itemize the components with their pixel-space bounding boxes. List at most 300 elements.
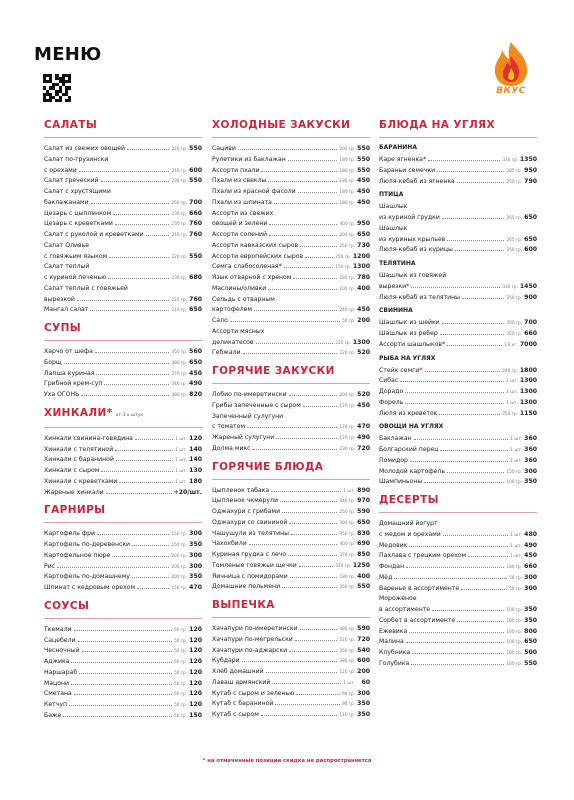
item-name: Помидор bbox=[379, 456, 408, 464]
menu-item bbox=[379, 616, 537, 627]
section-title-text: САЛАТЫ bbox=[44, 119, 98, 131]
item-name: Ассорти пхали bbox=[212, 166, 260, 174]
item-weight: 50 гр. bbox=[174, 648, 187, 654]
item-price: 1250 bbox=[352, 561, 370, 569]
menu-item bbox=[44, 540, 202, 551]
item-price: 950 bbox=[357, 220, 370, 228]
menu-item bbox=[212, 166, 370, 177]
item-weight: 240 гр. bbox=[171, 167, 187, 173]
item-price: 470 bbox=[357, 423, 370, 431]
item-weight: 1,8 кг. bbox=[503, 341, 518, 347]
item-price: 720 bbox=[357, 635, 370, 643]
item-weight: 1 шт. bbox=[510, 531, 522, 537]
item-weight: 50 гр. bbox=[174, 659, 187, 664]
dot-leader bbox=[271, 491, 341, 492]
item-name: Салат теплый с говяжьей bbox=[44, 284, 128, 292]
menu-item-list bbox=[379, 434, 537, 488]
item-weight: 50 гр. bbox=[174, 637, 187, 643]
dot-leader bbox=[242, 661, 338, 662]
dot-leader bbox=[261, 715, 338, 716]
menu-item bbox=[44, 187, 202, 198]
menu-item bbox=[44, 155, 202, 166]
item-price: 490 bbox=[357, 434, 370, 441]
item-price: 820 bbox=[189, 391, 202, 398]
menu-section bbox=[44, 322, 202, 401]
menu-item bbox=[44, 198, 202, 209]
dot-leader bbox=[268, 289, 337, 290]
menu-item bbox=[212, 710, 370, 721]
section-title-text: ГАРНИРЫ bbox=[44, 504, 106, 517]
menu-item bbox=[212, 144, 370, 155]
item-weight: 50 гр. bbox=[174, 669, 187, 675]
menu-item bbox=[379, 648, 537, 659]
dot-leader bbox=[106, 493, 172, 494]
menu-item bbox=[44, 583, 202, 594]
item-weight: 230 гр. bbox=[171, 210, 187, 216]
item-name: Домашние пельмени bbox=[212, 583, 281, 591]
item-price: 120 bbox=[189, 625, 202, 633]
item-weight: 150 гр. bbox=[506, 468, 522, 474]
item-price: 450 bbox=[357, 198, 370, 206]
item-name: Мацони bbox=[44, 679, 70, 687]
dot-leader bbox=[394, 578, 507, 579]
item-name: Хинкали с телятиной bbox=[44, 445, 114, 453]
dot-leader bbox=[289, 651, 337, 652]
menu-item bbox=[44, 252, 202, 263]
dot-leader bbox=[412, 653, 504, 654]
item-weight: 110 гр. bbox=[339, 712, 355, 717]
menu-item bbox=[44, 636, 202, 647]
item-weight: 170 гр. bbox=[339, 424, 355, 430]
item-weight: 370 гр. bbox=[171, 370, 187, 376]
item-weight: 180 гр. bbox=[339, 275, 355, 280]
footnote: * на отмеченные позиции скидка не распространяется bbox=[202, 758, 372, 764]
menu-item bbox=[212, 699, 370, 710]
item-weight: 250 гр. bbox=[335, 253, 351, 259]
menu-item bbox=[44, 166, 202, 177]
item-name: Баклажан bbox=[379, 435, 412, 443]
dot-leader bbox=[410, 461, 508, 462]
item-weight: 520 гр. bbox=[339, 636, 355, 642]
item-price: 450 bbox=[357, 401, 370, 409]
section-title-text: СОУСЫ bbox=[44, 599, 90, 612]
item-name: Сорбет в ассортименте bbox=[379, 616, 456, 624]
item-name: Кутаб с сыром bbox=[212, 711, 259, 718]
item-name: Хлеб домашний bbox=[212, 668, 264, 675]
menu-item bbox=[212, 176, 370, 187]
discount-exclusion-mark: * bbox=[278, 263, 282, 271]
item-name: Картофель фри bbox=[44, 530, 96, 538]
menu-item-list bbox=[212, 624, 370, 721]
menu-item bbox=[212, 689, 370, 700]
dot-leader bbox=[447, 472, 505, 473]
menu-item bbox=[44, 646, 202, 657]
dot-leader bbox=[284, 267, 334, 268]
item-name: Цезарь с цыпленком bbox=[44, 209, 112, 217]
item-name: Лобио по-имеретински bbox=[212, 391, 287, 398]
item-price: 500 bbox=[524, 649, 537, 656]
dot-leader bbox=[300, 246, 337, 247]
item-weight: 250 гр. bbox=[171, 199, 187, 205]
menu-item bbox=[44, 572, 202, 583]
discount-exclusion-mark: * bbox=[406, 282, 410, 290]
item-name: Пхали из красной фасоли bbox=[212, 188, 296, 195]
item-weight: 180 гр. bbox=[339, 189, 355, 194]
menu-item bbox=[44, 219, 202, 230]
item-price: 660 bbox=[189, 209, 202, 217]
item-weight: 250 гр. bbox=[339, 242, 355, 248]
menu-item-list bbox=[379, 155, 537, 187]
item-weight: 50 гр. bbox=[174, 680, 187, 686]
subsection-title: СВИНИНА bbox=[379, 307, 413, 315]
dot-leader bbox=[428, 160, 500, 161]
item-name: Жареные хинкали bbox=[44, 488, 104, 496]
item-price: 350 bbox=[357, 700, 370, 708]
item-name: из куриных крыльев bbox=[379, 235, 446, 243]
item-name: Сметана bbox=[44, 690, 72, 698]
item-name: Шпинат с кедровым орехом bbox=[44, 584, 136, 591]
section-title bbox=[44, 407, 202, 428]
item-name: с томатом bbox=[212, 423, 246, 431]
item-name: Сибас bbox=[379, 377, 399, 385]
item-name: вырезкой bbox=[44, 295, 75, 303]
item-name: Оджахури с грибами bbox=[212, 508, 281, 515]
menu-item-list bbox=[44, 434, 202, 499]
dot-leader bbox=[101, 471, 173, 472]
item-name: Ежевика bbox=[379, 627, 408, 635]
dot-leader bbox=[269, 224, 337, 225]
menu-item bbox=[379, 235, 537, 246]
item-weight: 1 шт. bbox=[510, 436, 522, 442]
item-name: Хачапури по-аджарски bbox=[212, 646, 288, 654]
menu-item bbox=[379, 605, 537, 616]
item-weight: 1 шт. bbox=[175, 457, 187, 463]
menu-item bbox=[212, 507, 370, 518]
item-price: 550 bbox=[357, 145, 370, 152]
menu-item-list bbox=[212, 486, 370, 594]
discount-exclusion-mark: * bbox=[442, 340, 446, 348]
item-weight: 50 гр. bbox=[174, 702, 187, 707]
menu-item bbox=[44, 711, 202, 722]
menu-item bbox=[44, 668, 202, 679]
section-title bbox=[379, 119, 537, 138]
item-name: Салат теплый bbox=[44, 263, 90, 271]
item-weight: 50 гр. bbox=[509, 585, 522, 591]
menu-item bbox=[44, 455, 202, 466]
item-name: Фондан bbox=[379, 563, 405, 570]
item-weight: 100 гр. bbox=[506, 628, 522, 634]
item-weight: 200 гр. bbox=[339, 232, 355, 237]
item-name: Ассорти шашлыков bbox=[379, 340, 442, 348]
section-title bbox=[212, 599, 370, 618]
menu-item bbox=[212, 219, 370, 230]
item-weight: 1 шт. bbox=[175, 446, 187, 452]
item-price: 800 bbox=[524, 627, 537, 635]
menu-item bbox=[212, 624, 370, 635]
item-price: 350 bbox=[524, 478, 537, 486]
dot-leader bbox=[414, 439, 509, 440]
subsection-title: ТЕЛЯТИНА bbox=[379, 260, 416, 267]
menu-item bbox=[44, 358, 202, 369]
item-name: Картофель по-домашнему bbox=[44, 573, 130, 581]
dot-leader bbox=[298, 192, 338, 193]
menu-item bbox=[212, 486, 370, 497]
item-name: с медом и орехами bbox=[379, 530, 441, 538]
item-price: 520 bbox=[357, 349, 370, 357]
dot-leader bbox=[119, 482, 173, 483]
menu-item bbox=[379, 477, 537, 488]
menu-item bbox=[379, 659, 537, 670]
item-name: Пахлава с грецким орехом bbox=[379, 552, 467, 560]
menu-section bbox=[44, 119, 202, 316]
item-price: 120 bbox=[189, 679, 202, 687]
dot-leader bbox=[462, 298, 504, 299]
menu-item bbox=[379, 519, 537, 530]
menu-item bbox=[379, 293, 537, 304]
menu-item bbox=[212, 539, 370, 550]
item-weight: 180 гр. bbox=[506, 564, 522, 569]
menu-item bbox=[212, 646, 370, 657]
section-title bbox=[212, 119, 370, 138]
dot-leader bbox=[132, 577, 170, 578]
dot-leader bbox=[300, 629, 338, 630]
menu-item bbox=[212, 348, 370, 359]
item-price: 730 bbox=[357, 241, 370, 249]
item-name: Салат с хрустящими bbox=[44, 188, 111, 195]
dot-leader bbox=[95, 352, 170, 353]
menu-item bbox=[44, 230, 202, 241]
item-weight: 100 гр. bbox=[506, 650, 522, 655]
item-name: Стейк семги bbox=[379, 366, 420, 374]
menu-section bbox=[44, 407, 202, 499]
menu-item-list bbox=[212, 390, 370, 455]
dot-leader bbox=[288, 160, 338, 161]
item-weight: 220 гр. bbox=[339, 350, 355, 356]
item-price: 350 bbox=[524, 616, 537, 624]
dot-leader bbox=[288, 555, 337, 556]
dot-leader bbox=[411, 664, 504, 665]
item-name: Чесночный bbox=[44, 647, 80, 655]
item-name: Салат с руколой и креветками bbox=[44, 231, 144, 238]
menu-item bbox=[379, 282, 537, 293]
item-price: 120 bbox=[189, 701, 202, 708]
dot-leader bbox=[409, 632, 504, 633]
item-name: Сало bbox=[212, 317, 228, 324]
dot-leader bbox=[447, 345, 502, 346]
menu-item bbox=[379, 155, 537, 166]
menu-item bbox=[212, 316, 370, 327]
item-weight: 170 гр. bbox=[339, 402, 355, 408]
item-weight: 350 гр. bbox=[339, 647, 355, 653]
menu-item bbox=[44, 529, 202, 540]
menu-item bbox=[212, 327, 370, 338]
item-weight: 250 гр. bbox=[506, 247, 522, 253]
section-title-text: ХИНКАЛИ* bbox=[44, 406, 113, 419]
item-name: Шашлык bbox=[379, 224, 408, 232]
item-weight: 300 гр. bbox=[506, 320, 522, 326]
item-name: Уха ОГОНЬ bbox=[44, 391, 80, 398]
item-price: 450 bbox=[357, 177, 370, 185]
menu-item bbox=[44, 262, 202, 273]
item-weight: 90 гр. bbox=[342, 701, 355, 707]
item-name: Сациви bbox=[212, 145, 236, 152]
item-name: Цыпленок табака bbox=[212, 486, 270, 494]
dot-leader bbox=[82, 651, 173, 652]
menu-item bbox=[379, 594, 537, 605]
item-price: 360 bbox=[524, 456, 537, 464]
item-name: Куриная грудка с лечо bbox=[212, 551, 287, 558]
item-name: Шашлык bbox=[379, 203, 408, 211]
subsection-title: ПТИЦА bbox=[379, 191, 404, 199]
item-name: Хинкали с бараниной bbox=[44, 456, 114, 464]
dot-leader bbox=[280, 501, 338, 502]
item-name: Сацебели bbox=[44, 636, 76, 644]
item-price: 350 bbox=[189, 541, 202, 548]
menu-item bbox=[212, 433, 370, 444]
item-price: 200 bbox=[357, 317, 370, 324]
item-name: Хинкали свинина-говядина bbox=[44, 434, 133, 442]
item-weight: 200 гр. bbox=[339, 392, 355, 397]
dot-leader bbox=[296, 694, 340, 695]
item-price: 1300 bbox=[352, 338, 370, 346]
menu-item bbox=[212, 667, 370, 678]
dot-leader bbox=[276, 438, 337, 439]
item-weight: 200 гр. bbox=[171, 574, 187, 580]
menu-item bbox=[379, 637, 537, 648]
item-name: Болгарский перец bbox=[379, 446, 439, 453]
item-weight: 100 гр. bbox=[339, 285, 355, 291]
menu-item bbox=[212, 401, 370, 412]
page-title: МЕНЮ bbox=[34, 44, 102, 65]
item-price: 550 bbox=[357, 583, 370, 591]
item-name: Форель bbox=[379, 398, 404, 406]
menu-item bbox=[212, 422, 370, 433]
item-price: 150 bbox=[189, 711, 202, 719]
section-title bbox=[44, 504, 202, 523]
item-price: 1300 bbox=[519, 377, 537, 385]
menu-section bbox=[44, 504, 202, 594]
item-price: 660 bbox=[524, 563, 537, 570]
item-weight: 1 шт. bbox=[343, 487, 355, 493]
dot-leader bbox=[293, 278, 337, 279]
item-name: Картофельное пюре bbox=[44, 551, 111, 559]
item-price: 120 bbox=[189, 434, 202, 442]
dot-leader bbox=[112, 556, 169, 557]
menu-item bbox=[44, 679, 202, 690]
item-weight: 230 гр. bbox=[171, 221, 187, 227]
dot-leader bbox=[96, 374, 169, 375]
item-name: Язык отварной с хреном bbox=[212, 274, 292, 281]
menu-item bbox=[212, 390, 370, 401]
section-title-text: ДЕСЕРТЫ bbox=[379, 494, 439, 506]
item-price: 360 bbox=[524, 446, 537, 453]
item-weight: 250 гр. bbox=[506, 178, 522, 184]
dot-leader bbox=[290, 577, 338, 578]
menu-item bbox=[212, 273, 370, 284]
dot-leader bbox=[424, 482, 504, 483]
item-weight: 180 гр. bbox=[339, 167, 355, 173]
item-weight: 200 гр. bbox=[171, 563, 187, 569]
item-name: Чашушули из телятины bbox=[212, 529, 289, 537]
item-weight: 180 гр. bbox=[339, 156, 355, 162]
item-price: 400 bbox=[357, 572, 370, 580]
menu-item bbox=[44, 241, 202, 252]
menu-item-list bbox=[379, 271, 537, 303]
item-name: Запеченный сулугуни bbox=[212, 412, 284, 420]
item-name: Шашлык из говяжей bbox=[379, 272, 447, 279]
item-weight: 50 гр. bbox=[509, 574, 522, 580]
qr-code[interactable] bbox=[43, 74, 71, 102]
menu-item bbox=[379, 329, 537, 340]
item-price: 300 bbox=[524, 573, 537, 581]
menu-item bbox=[379, 202, 537, 213]
menu-column-left bbox=[44, 119, 202, 728]
item-price: 1150 bbox=[519, 409, 537, 417]
menu-item bbox=[212, 198, 370, 209]
item-price: 650 bbox=[357, 231, 370, 238]
dot-leader bbox=[275, 704, 340, 705]
item-price: 650 bbox=[189, 358, 202, 366]
item-price: 450 bbox=[189, 369, 202, 377]
menu-item bbox=[379, 340, 537, 351]
item-price: 450 bbox=[357, 188, 370, 195]
item-price: 760 bbox=[189, 231, 202, 238]
menu-item bbox=[44, 369, 202, 380]
menu-item-list bbox=[44, 144, 202, 316]
item-name: Люля-кебаб из ягненка bbox=[379, 177, 455, 185]
dot-leader bbox=[405, 403, 504, 404]
item-price: 350 bbox=[524, 606, 537, 613]
item-name: Ассорти европейских сыров bbox=[212, 252, 304, 260]
item-price: 970 bbox=[357, 497, 370, 505]
menu-item bbox=[212, 241, 370, 252]
item-name: Харчо от шефа bbox=[44, 348, 93, 355]
item-weight: 400 гр. bbox=[339, 221, 355, 227]
item-price: 350 bbox=[357, 711, 370, 718]
menu-section bbox=[212, 461, 370, 594]
item-name: Цыпленок чкмерули bbox=[212, 497, 278, 505]
item-name: с куриной печенью bbox=[44, 274, 107, 281]
item-name: Ткемали bbox=[44, 625, 72, 633]
item-name: Наршараб bbox=[44, 668, 78, 676]
dot-leader bbox=[115, 224, 170, 225]
dot-leader bbox=[261, 171, 337, 172]
item-name: Хинкали с креветками bbox=[44, 477, 118, 485]
menu-item bbox=[44, 477, 202, 488]
menu-item-list bbox=[212, 144, 370, 359]
item-weight: 370 гр. bbox=[339, 552, 355, 557]
dot-leader bbox=[71, 662, 172, 663]
item-price: 1450 bbox=[519, 282, 537, 290]
section-title bbox=[379, 494, 537, 513]
menu-item bbox=[44, 209, 202, 220]
menu-item bbox=[212, 412, 370, 423]
menu-item bbox=[379, 245, 537, 256]
dot-leader bbox=[253, 449, 338, 450]
item-price: 470 bbox=[189, 584, 202, 591]
menu-item bbox=[212, 572, 370, 583]
item-name: Грибной крем-суп bbox=[44, 380, 103, 388]
item-weight: 240 гр. bbox=[171, 232, 187, 237]
item-weight: 350 гр. bbox=[506, 331, 522, 336]
item-price: 300 bbox=[524, 467, 537, 475]
menu-item bbox=[379, 456, 537, 467]
dot-leader bbox=[74, 630, 173, 631]
dot-leader bbox=[115, 450, 173, 451]
item-price: 1300 bbox=[519, 388, 537, 395]
item-price: 480 bbox=[524, 530, 537, 538]
dot-leader bbox=[247, 427, 337, 428]
